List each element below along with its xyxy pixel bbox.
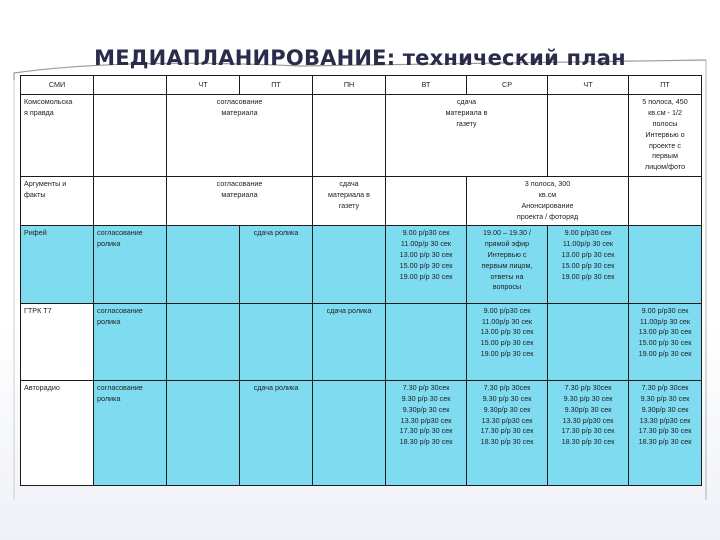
schedule-fri: 7.30 р/р 30сек 9.30 р/р 30 сек 9.30р/р 30 сек 13.30 р/р30 сек 17.30 р/р 30 сек 18.30 р/р 30 сек (629, 381, 702, 486)
empty-cell (167, 381, 240, 486)
submission-cell: сдача материала в газету (313, 177, 386, 226)
header-wed: СР (467, 76, 548, 95)
header-empty (94, 76, 167, 95)
empty-cell (386, 303, 467, 380)
empty-cell (313, 226, 386, 303)
row-komsomolskaya-pravda (21, 95, 702, 177)
empty-cell (94, 177, 167, 226)
publication-cell: 5 полоса, 450 кв.см - 1/2 полосы Интервью о проекте с первым лицом/фото (629, 95, 702, 177)
row-rifey (21, 226, 702, 303)
empty-cell (240, 303, 313, 380)
empty-cell (386, 177, 467, 226)
header-smi: СМИ (21, 76, 94, 95)
submission-cell: сдача ролика (240, 381, 313, 486)
submission-cell: сдача материала в газету (386, 95, 548, 177)
schedule-tue: 7.30 р/р 30сек 9.30 р/р 30 сек 9.30р/р 30 сек 13.30 р/р30 сек 17.30 р/р 30 сек 18.30 р/р 30 сек (386, 381, 467, 486)
media-name: Рифей (21, 226, 94, 303)
approval-cell: согласование ролика (94, 226, 167, 303)
empty-cell (94, 95, 167, 177)
approval-cell: согласование ролика (94, 381, 167, 486)
empty-cell (629, 177, 702, 226)
header-fri: ПТ (240, 76, 313, 95)
page-title: МЕДИАПЛАНИРОВАНИЕ: технический план (94, 46, 626, 70)
schedule-wed: 9.00 р/р30 сек 11.00р/р 30 сек 13.00 р/р 30 сек 15.00 р/р 30 сек 19.00 р/р 30 сек (467, 303, 548, 380)
approval-cell: согласование материала (167, 177, 313, 226)
empty-cell (548, 303, 629, 380)
header-thu: ЧТ (167, 76, 240, 95)
empty-cell (313, 381, 386, 486)
approval-cell: согласование материала (167, 95, 313, 177)
approval-cell: согласование ролика (94, 303, 167, 380)
empty-cell (313, 95, 386, 177)
empty-cell (548, 95, 629, 177)
submission-cell: сдача ролика (240, 226, 313, 303)
empty-cell (167, 226, 240, 303)
schedule-thu: 9.00 р/р30 сек 11.00р/р 30 сек 13.00 р/р 30 сек 15.00 р/р 30 сек 19.00 р/р 30 сек (548, 226, 629, 303)
header-mon: ПН (313, 76, 386, 95)
header-tue: ВТ (386, 76, 467, 95)
schedule-thu: 7.30 р/р 30сек 9.30 р/р 30 сек 9.30р/р 30 сек 13.30 р/р30 сек 17.30 р/р 30 сек 18.30 р/р 30 сек (548, 381, 629, 486)
schedule-wed: 7.30 р/р 30сек 9.30 р/р 30 сек 9.30р/р 30 сек 13.30 р/р30 сек 17.30 р/р 30 сек 18.30 р/р 30 сек (467, 381, 548, 486)
row-avtoradio (21, 381, 702, 486)
row-argumenty-i-fakty (21, 177, 702, 226)
media-name: ГТРК Т7 (21, 303, 94, 380)
schedule-wed: 19.00 – 19.30 / прямой эфир Интервью с первым лицом, ответы на вопросы (467, 226, 548, 303)
submission-cell: сдача ролика (313, 303, 386, 380)
row-gtrk-t7 (21, 303, 702, 380)
schedule-fri: 9.00 р/р30 сек 11.00р/р 30 сек 13.00 р/р 30 сек 15.00 р/р 30 сек 19.00 р/р 30 сек (629, 303, 702, 380)
empty-cell (629, 226, 702, 303)
empty-cell (167, 303, 240, 380)
schedule-tue: 9.00 р/р30 сек 11.00р/р 30 сек 13.00 р/р 30 сек 15.00 р/р 30 сек 19.00 р/р 30 сек (386, 226, 467, 303)
media-name: Комсомольска я правда (21, 95, 94, 177)
publication-cell: 3 полоса, 300 кв.см Анонсирование проекта / фоторяд (467, 177, 629, 226)
media-plan-table (20, 75, 702, 486)
media-name: Аргументы и факты (21, 177, 94, 226)
header-fri-2: ПТ (629, 76, 702, 95)
header-thu-2: ЧТ (548, 76, 629, 95)
header-row (21, 76, 702, 95)
media-name: Авторадио (21, 381, 94, 486)
